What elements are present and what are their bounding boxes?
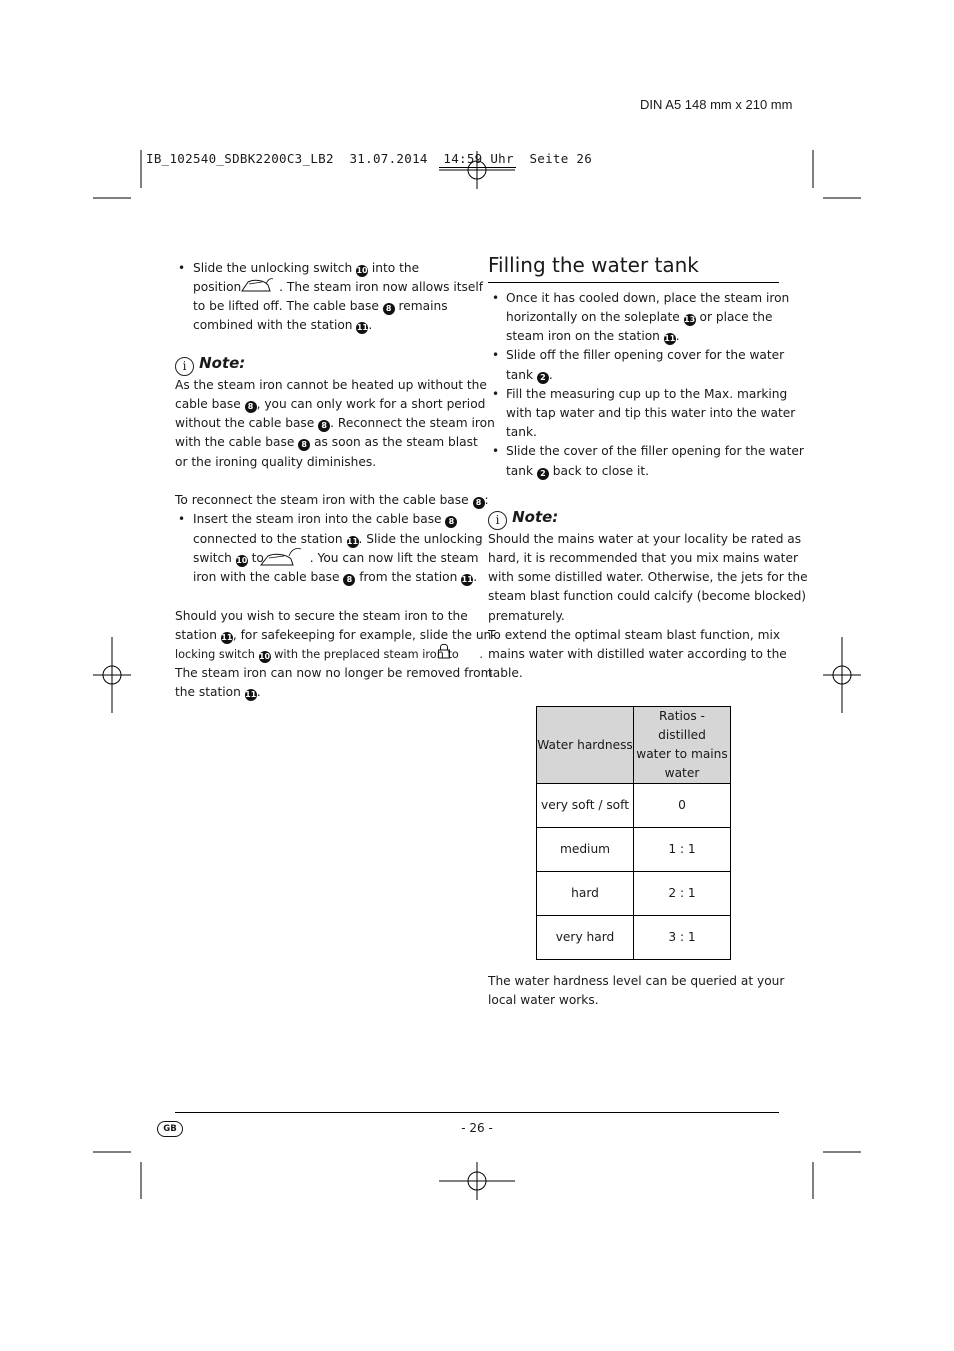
bullet-text: connected to the station 11. Slide the unlocking — [193, 532, 483, 546]
steam-iron-lifted-icon — [240, 276, 274, 294]
paragraph-text: The water hardness level can be queried at your — [488, 974, 785, 988]
bullet-text: to be lifted off. The cable base 8 remains — [193, 299, 448, 313]
note-text: mains water with distilled water according to the — [488, 647, 787, 661]
callout-number: 8 — [298, 439, 310, 451]
note-text: with some distilled water. Otherwise, the jets for the — [488, 570, 808, 584]
heading-rule — [488, 282, 779, 283]
bullet-text: horizontally on the soleplate 13 or place the — [506, 310, 773, 324]
callout-number: 11 — [664, 334, 676, 343]
bullet-text: switch 10 to . You can now lift the steam — [193, 551, 479, 565]
format-label: DIN A5 148 mm x 210 mm — [640, 97, 793, 112]
bullet-text: tank 2 back to close it. — [506, 464, 650, 478]
bullet-text: position . The steam iron now allows itself — [193, 280, 484, 294]
note-text: table. — [488, 666, 523, 680]
country-badge: GB — [157, 1121, 183, 1137]
bullet-dot: • — [178, 512, 186, 526]
table-header-row — [537, 707, 731, 784]
bullet-text: iron with the cable base 8 from the station 11. — [193, 570, 478, 584]
page-number: - 26 - — [461, 1121, 493, 1135]
table-row — [537, 784, 731, 828]
note-text: Should the mains water at your locality be rated as — [488, 532, 802, 546]
bullet-text: tank 2 . — [506, 368, 553, 382]
hardness-cell: hard — [537, 872, 634, 916]
steam-iron-on-base-icon — [259, 546, 303, 568]
bullet-text: Fill the measuring cup up to the Max. marking — [506, 387, 788, 401]
info-icon: i — [488, 511, 507, 530]
callout-number: 11 — [221, 633, 233, 642]
callout-number: 8 — [245, 401, 257, 413]
note-heading: i Note: — [488, 507, 558, 530]
water-hardness-table — [536, 706, 731, 960]
bullet-text: Slide the unlocking switch 10 into the — [193, 261, 420, 275]
paragraph-text: Should you wish to secure the steam iron to the — [175, 609, 468, 623]
table-row — [537, 916, 731, 960]
bullet-text: Slide off the filler opening cover for the water — [506, 348, 785, 362]
paragraph-text: The steam iron can now no longer be removed from — [175, 666, 493, 680]
note-text: with the cable base 8 as soon as the steam blast — [175, 435, 478, 449]
ratio-cell: 1 : 1 — [634, 828, 731, 872]
paragraph-text: To reconnect the steam iron with the cable base 8 : — [175, 493, 489, 507]
note-text: As the steam iron cannot be heated up without the — [175, 378, 487, 392]
callout-number: 10 — [236, 556, 248, 565]
slug-line: IB_102540_SDBK2200C3_LB2 31.07.2014 14:59 Uhr Seite 26 — [146, 151, 593, 166]
note-text: or the ironing quality diminishes. — [175, 455, 377, 469]
footer-rule — [175, 1112, 779, 1113]
bullet-text: Insert the steam iron into the cable base 8 — [193, 510, 457, 529]
ratio-cell: 2 : 1 — [634, 872, 731, 916]
hardness-cell: very hard — [537, 916, 634, 960]
bullet-text: Once it has cooled down, place the steam iron — [506, 291, 790, 305]
callout-number: 2 — [537, 468, 549, 480]
note-text: steam blast function could calcify (become blocked) — [488, 589, 807, 603]
callout-number: 10 — [258, 652, 271, 661]
bullet-dot: • — [492, 387, 500, 401]
callout-number: 10 — [356, 266, 368, 275]
bullet-text: combined with the station 11. — [193, 318, 373, 332]
paragraph-text: station 11, for safekeeping for example, slide the un- — [175, 628, 496, 642]
paragraph-text: local water works. — [488, 993, 599, 1007]
hardness-cell: very soft / soft — [537, 784, 634, 828]
callout-number: 2 — [537, 372, 549, 384]
note-text: hard, it is recommended that you mix mains water — [488, 551, 798, 565]
padlock-icon — [437, 642, 451, 659]
bullet-text: steam iron on the station 11. — [506, 329, 680, 343]
ratio-cell: 0 — [634, 784, 731, 828]
callout-number: 13 — [684, 315, 696, 324]
note-text: To extend the optimal steam blast function, mix — [488, 628, 781, 642]
callout-number: 8 — [473, 497, 485, 509]
hardness-cell: medium — [537, 828, 634, 872]
header-ratio: Ratios - distilled water to mains water — [634, 707, 731, 784]
paragraph-text: locking switch 10 with the preplaced steam iron to . — [175, 648, 483, 661]
section-heading: Filling the water tank — [488, 253, 699, 277]
table-row — [537, 828, 731, 872]
callout-number: 8 — [343, 574, 355, 586]
note-text: prematurely. — [488, 609, 565, 623]
note-heading: i Note: — [175, 353, 245, 376]
callout-number: 11 — [346, 537, 359, 546]
callout-number: 11 — [461, 575, 473, 584]
callout-number: 8 — [445, 516, 457, 528]
paragraph-text: the station 11. — [175, 685, 261, 699]
table-row — [537, 872, 731, 916]
callout-number: 11 — [356, 323, 368, 332]
info-icon: i — [175, 357, 194, 376]
note-text: without the cable base 8 . Reconnect the steam iron — [175, 416, 495, 430]
bullet-text: with tap water and tip this water into the water — [506, 406, 796, 420]
note-text: cable base 8 , you can only work for a short period — [175, 397, 486, 411]
slug-underline — [439, 167, 516, 168]
bullet-text: tank. — [506, 425, 537, 439]
callout-number: 8 — [383, 303, 395, 315]
callout-number: 8 — [318, 420, 330, 432]
bullet-dot: • — [492, 348, 500, 362]
callout-number: 11 — [245, 690, 257, 699]
bullet-dot: • — [492, 444, 500, 458]
header-hardness: Water hardness — [537, 707, 634, 784]
bullet-dot: • — [492, 291, 500, 305]
ratio-cell: 3 : 1 — [634, 916, 731, 960]
bullet-text: Slide the cover of the filler opening for the water — [506, 444, 804, 458]
bullet-dot: • — [178, 261, 186, 275]
